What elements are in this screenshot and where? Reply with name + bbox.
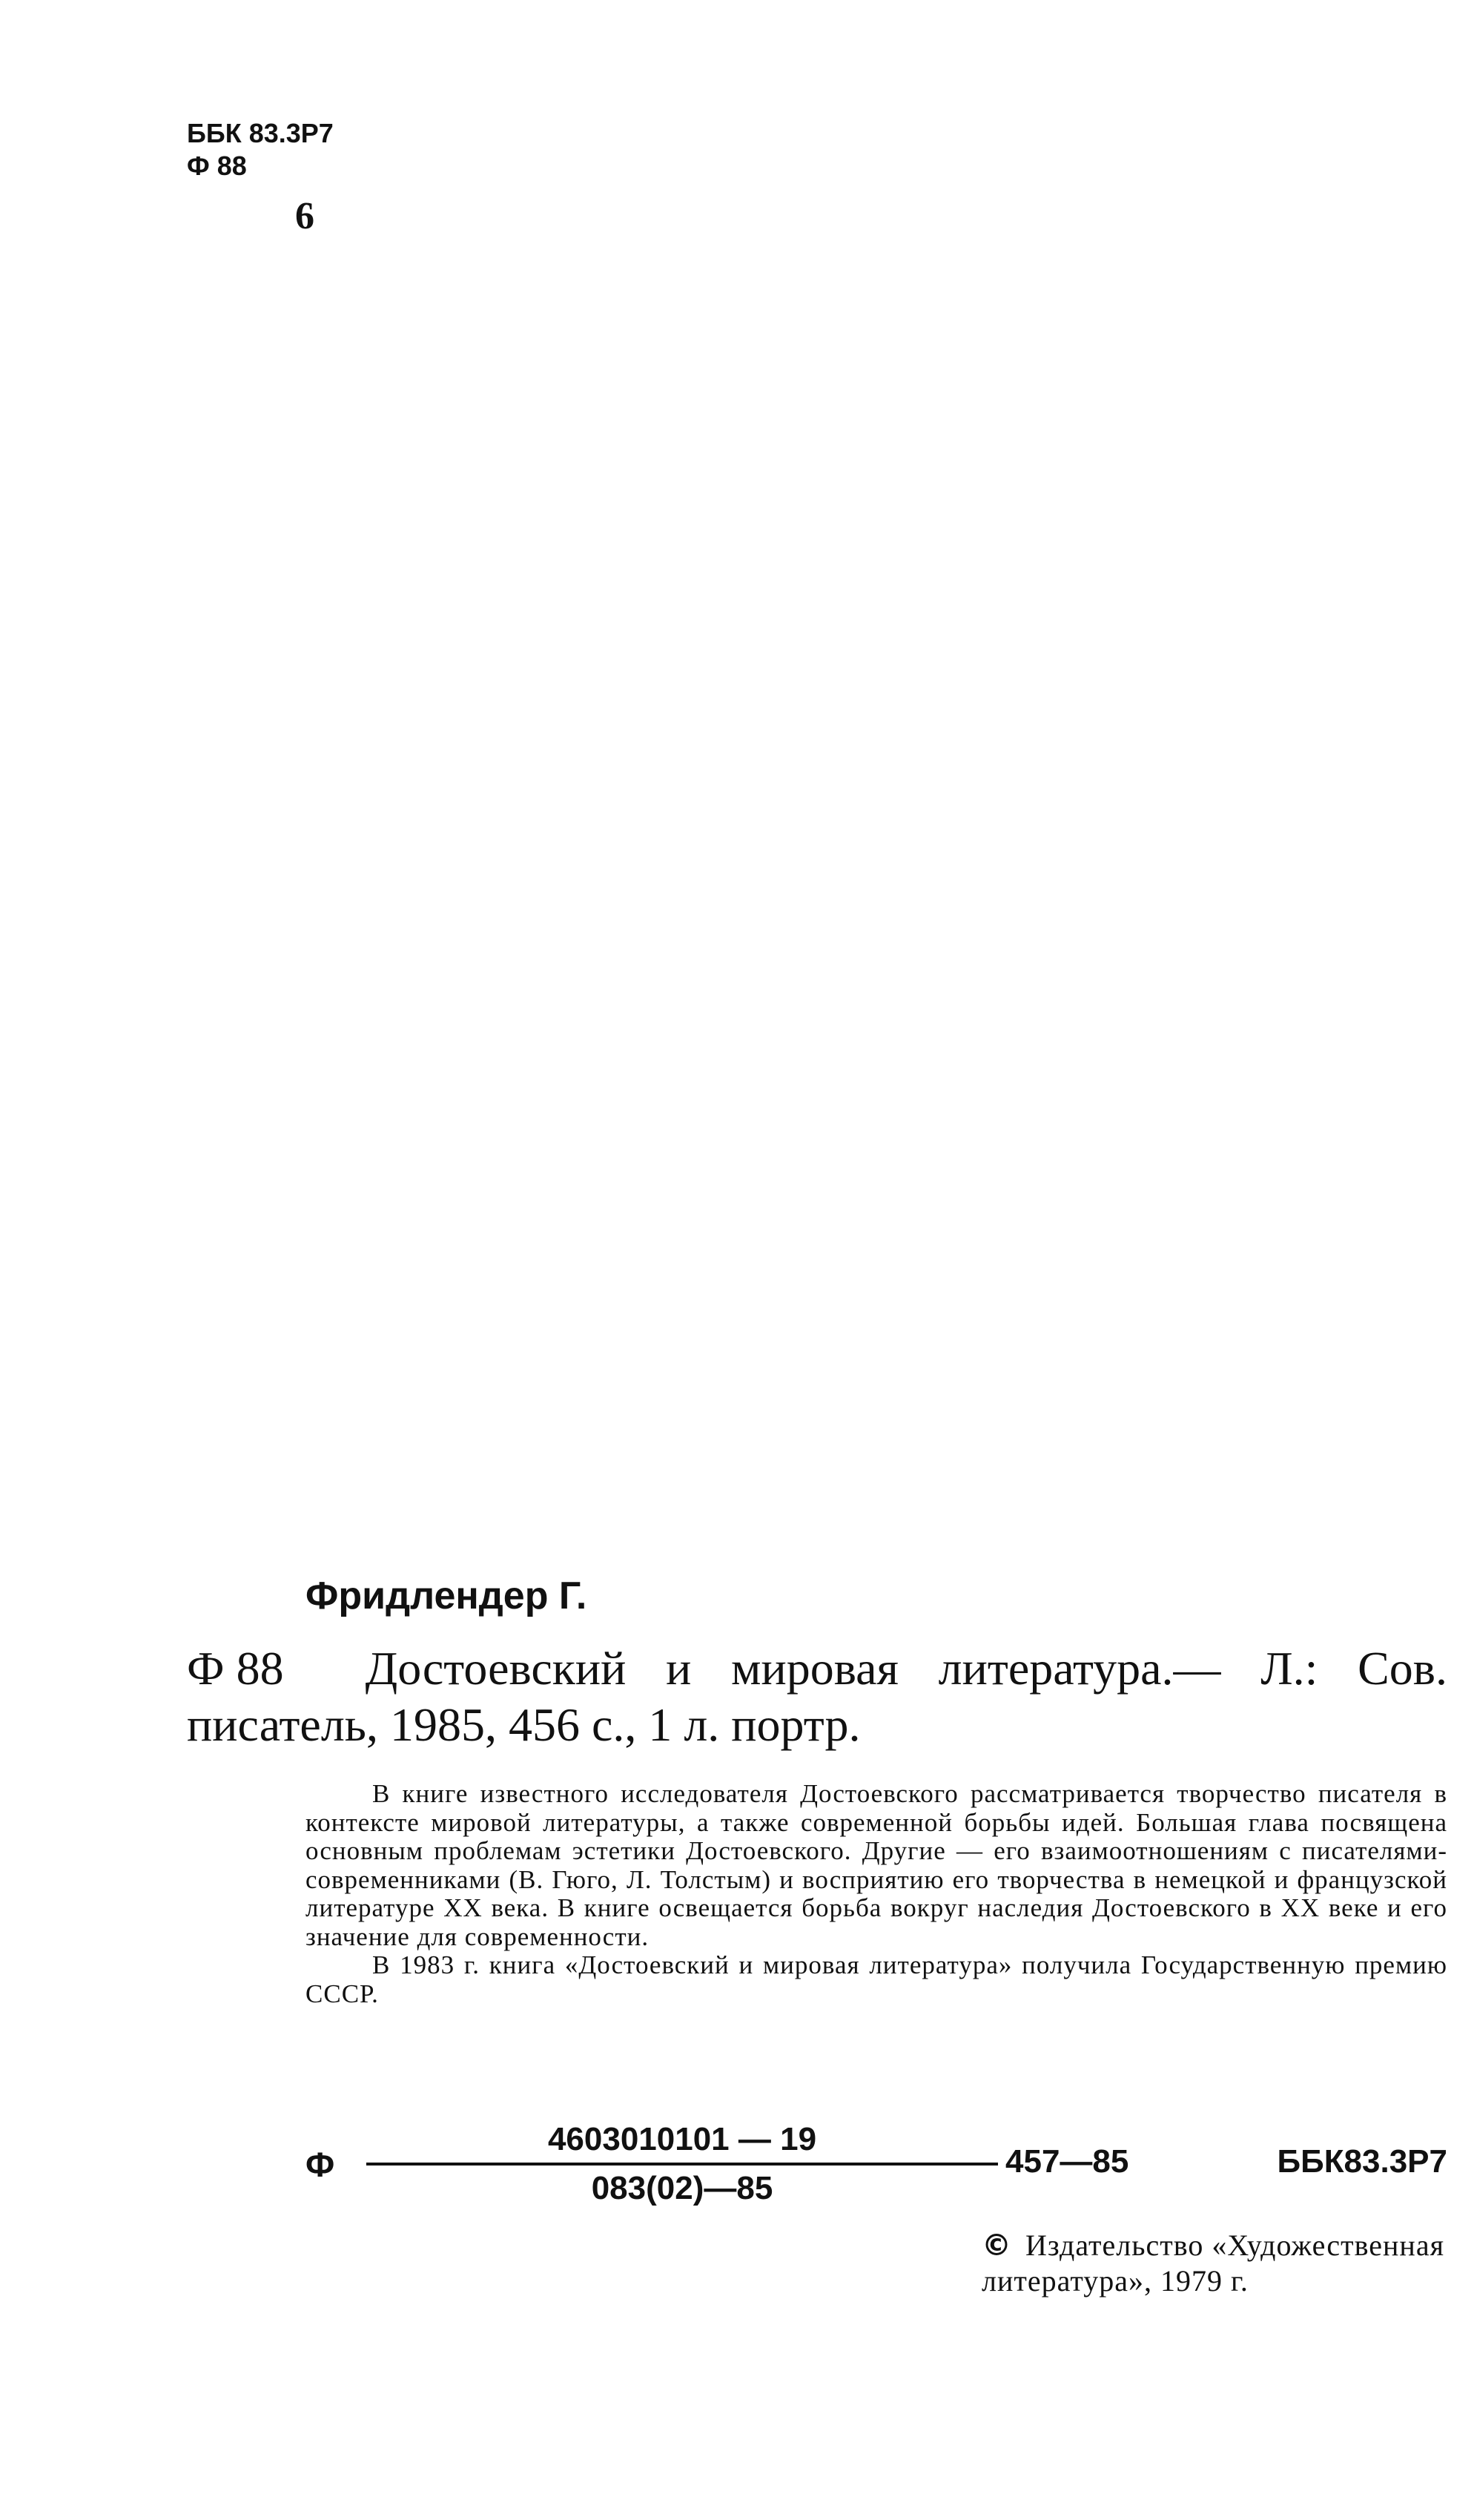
formula-fraction — [366, 2121, 998, 2207]
publication-details: писатель, 1985, 456 с., 1 л. портр. — [187, 1698, 861, 1751]
catalog-index: Ф 88 — [187, 1642, 284, 1695]
author-mark: Ф 88 — [187, 151, 247, 181]
formula-suffix: 457—85 — [1005, 2143, 1129, 2180]
bbk-code: ББК 83.3Р7 — [187, 118, 334, 148]
award-paragraph: В 1983 г. книга «Достоевский и мировая литература» получила Государственную премию СССР. — [305, 1950, 1447, 2008]
copyright-text: Издательство «Художественная литература», 1979 г. — [982, 2229, 1444, 2298]
formula-letter: Ф — [305, 2145, 335, 2184]
copyright-icon: © — [982, 2229, 1012, 2263]
annotation — [305, 1780, 1447, 2008]
annotation-paragraph: В книге известного исследователя Достоевского рассматривается творчество писателя в контексте мировой литературы, а также современной борьбы идей. Большая глава посвящена основным проблемам эстетики Достоевского. Другие — его взаимоотношениям с писателями-современниками (В. Гюго, Л. Толстым) и восприятию его творчества в немецкой и французской литературе XX века. В книге освещается борьба вокруг наследия Достоевского в XX веке и его значение для современности. — [305, 1779, 1447, 1951]
copyright-notice — [982, 2228, 1447, 2299]
formula-numerator: 4603010101 — 19 — [547, 2121, 817, 2157]
bbk-classification — [187, 117, 334, 182]
book-title-line: Достоевский и мировая литература.— Л.: Сов. — [365, 1642, 1447, 1695]
handwritten-mark: 6 — [295, 195, 314, 237]
catalog-formula — [305, 2121, 1447, 2210]
bib-line-1 — [187, 1640, 1447, 1697]
author-name: Фридлендер Г. — [305, 1574, 587, 1617]
bbk-code-bottom: ББК83.3Р7 — [1277, 2143, 1447, 2180]
formula-denominator: 083(02)—85 — [591, 2170, 773, 2206]
bibliographic-entry — [187, 1640, 1447, 1753]
